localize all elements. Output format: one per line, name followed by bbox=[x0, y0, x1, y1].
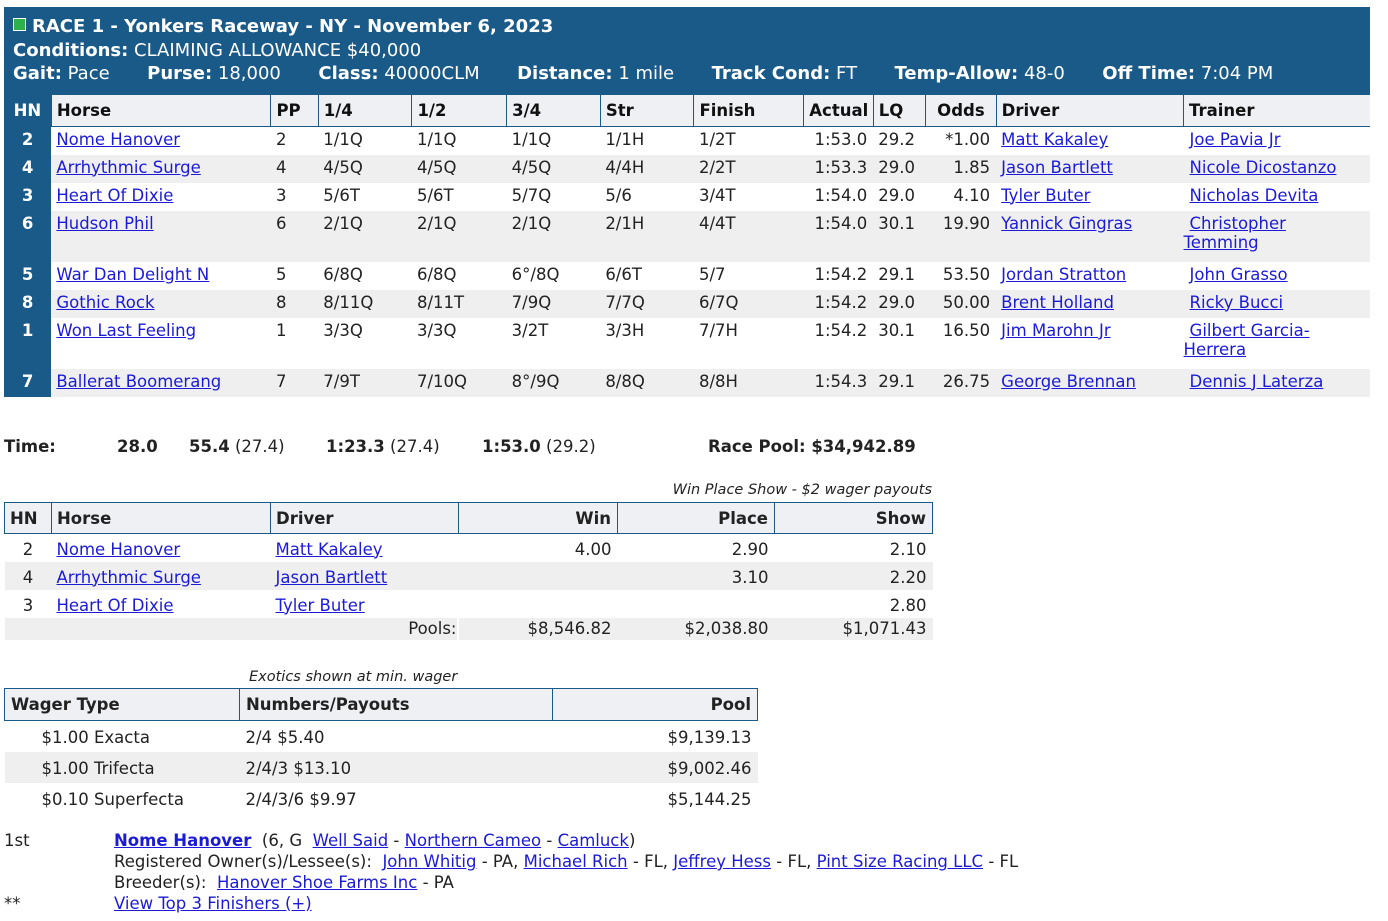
results-table bbox=[4, 95, 1370, 397]
trainer-link[interactable]: Ricky Bucci bbox=[1189, 292, 1284, 312]
distance-value: 1 mile bbox=[618, 63, 675, 84]
q2-cell: 6/8Q bbox=[416, 264, 457, 284]
q2-cell: 5/6T bbox=[416, 185, 454, 205]
breeder-label: Breeder(s): bbox=[114, 873, 207, 892]
q1-cell: 5/6T bbox=[323, 185, 360, 205]
pp-cell: 5 bbox=[275, 264, 287, 284]
lq-cell: 29.0 bbox=[873, 155, 925, 183]
col-odds: Odds bbox=[926, 95, 997, 127]
str-cell: 1/1H bbox=[605, 130, 645, 149]
purse-label: Purse: bbox=[147, 63, 213, 84]
col-hn: HN bbox=[4, 95, 51, 127]
table-row bbox=[5, 562, 933, 590]
wager-type-cell: $1.00 Exacta bbox=[41, 728, 150, 748]
col-lq: LQ bbox=[873, 95, 925, 127]
time-half: 55.4 bbox=[189, 437, 230, 456]
off-time-label: Off Time: bbox=[1102, 63, 1196, 84]
owner-link[interactable]: Michael Rich bbox=[523, 852, 628, 871]
track-cond-value: FT bbox=[836, 63, 858, 84]
trainer-link[interactable]: Nicholas Devita bbox=[1189, 185, 1319, 205]
table-row bbox=[4, 211, 1370, 262]
driver-link[interactable]: Jason Bartlett bbox=[1001, 157, 1113, 177]
show-pool: $1,071.43 bbox=[775, 618, 933, 640]
driver-link[interactable]: Matt Kakaley bbox=[1001, 130, 1109, 149]
driver-link[interactable]: Brent Holland bbox=[1001, 292, 1114, 312]
race-title-line bbox=[13, 16, 553, 37]
wps-col-show: Show bbox=[775, 503, 933, 534]
str-cell: 6/6T bbox=[605, 264, 642, 284]
horse-link[interactable]: Won Last Feeling bbox=[56, 320, 197, 340]
finish-cell: 1/2T bbox=[698, 130, 736, 149]
hn-cell: 3 bbox=[4, 183, 51, 211]
str-cell: 8/8Q bbox=[600, 369, 694, 397]
race-header bbox=[4, 7, 1370, 95]
horse-link[interactable]: War Dan Delight N bbox=[56, 264, 210, 284]
horse-link[interactable]: Gothic Rock bbox=[56, 292, 155, 312]
pp-cell: 6 bbox=[271, 211, 318, 262]
trainer-link-cont[interactable]: Temming bbox=[1183, 232, 1259, 252]
table-row bbox=[4, 318, 1370, 369]
table-row bbox=[4, 262, 1370, 290]
time-three-quarter-split: (27.4) bbox=[390, 437, 440, 456]
horse-link[interactable]: Heart Of Dixie bbox=[56, 595, 174, 615]
race-pool-group bbox=[708, 437, 916, 456]
horse-link[interactable]: Hudson Phil bbox=[56, 213, 154, 233]
q1-cell: 2/1Q bbox=[318, 211, 412, 262]
driver-link[interactable]: George Brennan bbox=[1001, 371, 1136, 391]
odds-cell: 50.00 bbox=[926, 290, 997, 318]
hn-cell: 8 bbox=[4, 290, 51, 318]
time-label: Time: bbox=[4, 437, 56, 456]
win-cell bbox=[459, 562, 618, 590]
distance-label: Distance: bbox=[517, 63, 613, 84]
pp-cell: 2 bbox=[275, 130, 287, 149]
breeder-state: - PA bbox=[422, 873, 454, 892]
actual-cell: 1:54.2 bbox=[814, 264, 868, 284]
time-three-quarter: 1:23.3 bbox=[326, 437, 385, 456]
show-cell: 2.80 bbox=[889, 595, 927, 615]
col-trainer: Trainer bbox=[1184, 95, 1370, 127]
col-three-quarter: 3/4 bbox=[507, 95, 601, 127]
table-row bbox=[4, 369, 1370, 397]
q2-cell: 2/1Q bbox=[412, 211, 507, 262]
race-title: RACE 1 - Yonkers Raceway - NY - November 6, 2023 bbox=[32, 16, 554, 37]
lq-cell: 29.0 bbox=[878, 185, 916, 205]
wps-hn-cell: 2 bbox=[22, 539, 34, 559]
table-row bbox=[4, 290, 1370, 318]
horse-link[interactable]: Arrhythmic Surge bbox=[56, 567, 201, 587]
col-pp: PP bbox=[271, 95, 318, 127]
place-cell: 2.90 bbox=[731, 539, 769, 559]
q2-cell: 7/10Q bbox=[412, 369, 507, 397]
purse-value: 18,000 bbox=[217, 63, 281, 84]
wps-caption: Win Place Show - $2 wager payouts bbox=[672, 482, 932, 498]
ex-col-pool: Pool bbox=[553, 689, 758, 721]
col-actual: Actual bbox=[804, 95, 874, 127]
view-top-finishers-link[interactable]: View Top 3 Finishers (+) bbox=[114, 894, 312, 913]
pool-cell: $5,144.25 bbox=[667, 790, 752, 809]
age-sex: (6, G bbox=[261, 831, 303, 850]
odds-cell: 26.75 bbox=[926, 369, 997, 397]
finish-cell: 7/7H bbox=[698, 320, 738, 340]
finish-cell: 5/7 bbox=[698, 264, 726, 284]
finish-cell: 8/8H bbox=[694, 369, 804, 397]
show-cell: 2.10 bbox=[889, 539, 927, 559]
wps-hn-cell: 4 bbox=[5, 562, 52, 590]
conditions-label: Conditions: bbox=[13, 40, 129, 61]
horse-link[interactable]: Arrhythmic Surge bbox=[56, 157, 201, 177]
lq-cell: 29.0 bbox=[873, 290, 925, 318]
owner-state: - FL bbox=[988, 852, 1019, 871]
time-quarter: 28.0 bbox=[117, 437, 158, 456]
driver-link[interactable]: Tyler Buter bbox=[275, 595, 365, 615]
table-row bbox=[4, 127, 1370, 155]
payout-cell: 2/4 $5.40 bbox=[245, 728, 325, 748]
race-pool-value: $34,942.89 bbox=[811, 437, 916, 456]
actual-cell: 1:54.2 bbox=[804, 290, 874, 318]
hn-cell: 4 bbox=[4, 155, 51, 183]
q2-cell: 8/11T bbox=[412, 290, 507, 318]
finish-place: 1st bbox=[4, 831, 30, 850]
place-pool: $2,038.80 bbox=[618, 618, 775, 640]
off-time-value: 7:04 PM bbox=[1200, 63, 1274, 84]
time-final: 1:53.0 bbox=[482, 437, 541, 456]
actual-cell: 1:53.0 bbox=[814, 130, 868, 149]
col-half: 1/2 bbox=[412, 95, 507, 127]
col-stretch: Str bbox=[600, 95, 694, 127]
pp-cell: 3 bbox=[275, 185, 287, 205]
q1-cell: 7/9T bbox=[318, 369, 412, 397]
q1-cell: 6/8Q bbox=[323, 264, 363, 284]
track-cond-label: Track Cond: bbox=[711, 63, 831, 84]
finish-cell: 4/4T bbox=[694, 211, 804, 262]
str-cell: 4/4H bbox=[600, 155, 694, 183]
finish-cell: 3/4T bbox=[698, 185, 736, 205]
col-driver: Driver bbox=[996, 95, 1183, 127]
driver-link[interactable]: Jordan Stratton bbox=[1001, 264, 1127, 284]
exotics-header-row bbox=[5, 689, 758, 721]
q3-cell: 3/2T bbox=[511, 320, 549, 340]
lq-cell: 29.1 bbox=[878, 264, 916, 284]
q2-cell: 1/1Q bbox=[416, 130, 457, 149]
q1-cell: 1/1Q bbox=[323, 130, 363, 149]
trainer-link[interactable]: Christopher bbox=[1189, 213, 1286, 233]
lq-cell: 30.1 bbox=[873, 211, 925, 262]
lq-cell: 29.2 bbox=[878, 130, 916, 149]
lq-cell: 29.1 bbox=[873, 369, 925, 397]
temp-allow-label: Temp-Allow: bbox=[894, 63, 1019, 84]
q3-cell: 1/1Q bbox=[511, 130, 552, 149]
win-cell bbox=[459, 590, 618, 618]
dam-link[interactable]: Northern Cameo bbox=[404, 831, 542, 850]
trainer-link[interactable]: Joe Pavia Jr bbox=[1189, 130, 1281, 149]
odds-cell: 16.50 bbox=[942, 320, 991, 340]
class-label: Class: bbox=[318, 63, 379, 84]
horse-link[interactable]: Heart Of Dixie bbox=[56, 185, 174, 205]
q1-cell: 4/5Q bbox=[318, 155, 412, 183]
odds-cell: *1.00 bbox=[945, 130, 991, 149]
q3-cell: 2/1Q bbox=[507, 211, 601, 262]
hn-cell: 2 bbox=[4, 127, 51, 155]
hn-cell: 1 bbox=[4, 318, 51, 369]
table-row bbox=[5, 752, 758, 783]
sire-link[interactable]: Well Said bbox=[312, 831, 389, 850]
q3-cell: 6°/8Q bbox=[511, 264, 560, 284]
str-cell: 5/6 bbox=[605, 185, 632, 205]
wps-col-place: Place bbox=[618, 503, 775, 534]
trainer-link[interactable]: Gilbert Garcia- bbox=[1189, 320, 1310, 340]
place-cell: 3.10 bbox=[618, 562, 775, 590]
driver-link[interactable]: Jason Bartlett bbox=[275, 567, 388, 587]
ex-col-payouts: Numbers/Payouts bbox=[240, 689, 553, 721]
pedigree-dash: - bbox=[393, 831, 400, 850]
finish-cell: 6/7Q bbox=[694, 290, 804, 318]
horse-link[interactable]: Nome Hanover bbox=[56, 539, 181, 559]
q3-cell: 4/5Q bbox=[507, 155, 601, 183]
payout-cell: 2/4/3 $13.10 bbox=[240, 752, 553, 783]
driver-link[interactable]: Matt Kakaley bbox=[275, 539, 383, 559]
trainer-link[interactable]: Nicole Dicostanzo bbox=[1189, 157, 1337, 177]
odds-cell: 1.85 bbox=[926, 155, 997, 183]
q3-cell: 7/9Q bbox=[507, 290, 601, 318]
conditions-value: CLAIMING ALLOWANCE $40,000 bbox=[134, 40, 422, 61]
pool-cell: $9,002.46 bbox=[553, 752, 758, 783]
winner-link[interactable]: Nome Hanover bbox=[114, 831, 252, 850]
q2-cell: 3/3Q bbox=[416, 320, 457, 340]
race-pool-label: Race Pool: bbox=[708, 437, 806, 456]
horse-link[interactable]: Nome Hanover bbox=[56, 130, 181, 149]
pool-cell: $9,139.13 bbox=[667, 728, 752, 748]
breeder-link[interactable]: Hanover Shoe Farms Inc bbox=[216, 873, 418, 892]
q1-cell: 8/11Q bbox=[318, 290, 412, 318]
temp-allow-value: 48-0 bbox=[1023, 63, 1065, 84]
q2-cell: 4/5Q bbox=[412, 155, 507, 183]
odds-cell: 53.50 bbox=[942, 264, 991, 284]
q1-cell: 3/3Q bbox=[323, 320, 363, 340]
table-row bbox=[4, 183, 1370, 211]
owner-link[interactable]: Jeffrey Hess bbox=[673, 852, 771, 871]
race-details-line bbox=[13, 63, 1273, 84]
wps-hn-cell: 3 bbox=[22, 595, 34, 615]
gait-value: Pace bbox=[67, 63, 110, 84]
gait-label: Gait: bbox=[13, 63, 62, 84]
wps-col-driver: Driver bbox=[271, 503, 459, 534]
conditions-line bbox=[13, 40, 421, 61]
owners-line bbox=[114, 852, 1018, 871]
breeder-line bbox=[114, 873, 454, 892]
win-pool: $8,546.82 bbox=[459, 618, 618, 640]
fractional-times bbox=[4, 437, 964, 461]
pp-cell: 7 bbox=[271, 369, 318, 397]
finish-cell: 2/2T bbox=[694, 155, 804, 183]
driver-link[interactable]: Jim Marohn Jr bbox=[1001, 320, 1111, 340]
lq-cell: 30.1 bbox=[878, 320, 916, 340]
status-square-icon bbox=[13, 18, 26, 31]
trainer-link[interactable]: John Grasso bbox=[1189, 264, 1288, 284]
str-cell: 2/1H bbox=[600, 211, 694, 262]
pools-label: Pools: bbox=[269, 618, 457, 640]
driver-link[interactable]: Tyler Buter bbox=[1001, 185, 1091, 205]
wps-col-hn: HN bbox=[5, 503, 52, 534]
time-half-group bbox=[189, 437, 285, 456]
horse-link[interactable]: Ballerat Boomerang bbox=[56, 371, 222, 391]
table-row bbox=[5, 721, 758, 752]
wps-table bbox=[4, 502, 933, 640]
table-row bbox=[5, 783, 758, 814]
actual-cell: 1:54.0 bbox=[804, 211, 874, 262]
exotics-caption: Exotics shown at min. wager bbox=[249, 669, 458, 685]
trainer-link-cont[interactable]: Herrera bbox=[1183, 339, 1247, 359]
hn-cell: 5 bbox=[4, 262, 51, 290]
owner-link[interactable]: John Whitig bbox=[382, 852, 477, 871]
q3-cell: 5/7Q bbox=[511, 185, 552, 205]
pedigree-close: ) bbox=[628, 831, 636, 850]
hn-cell: 7 bbox=[4, 369, 51, 397]
str-cell: 7/7Q bbox=[600, 290, 694, 318]
time-half-split: (27.4) bbox=[234, 437, 285, 456]
driver-link[interactable]: Yannick Gingras bbox=[1001, 213, 1133, 233]
pp-cell: 8 bbox=[271, 290, 318, 318]
time-final-split: (29.2) bbox=[546, 437, 596, 456]
odds-cell: 19.90 bbox=[926, 211, 997, 262]
actual-cell: 1:53.3 bbox=[804, 155, 874, 183]
owner-link[interactable]: Pint Size Racing LLC bbox=[816, 852, 984, 871]
pedigree-dash: - bbox=[546, 831, 553, 850]
owner-state: - FL, bbox=[776, 852, 812, 871]
wps-col-horse: Horse bbox=[52, 503, 271, 534]
win-cell: 4.00 bbox=[574, 539, 612, 559]
ex-col-type: Wager Type bbox=[5, 689, 240, 721]
pedigree-line bbox=[114, 831, 635, 850]
col-quarter: 1/4 bbox=[318, 95, 412, 127]
hn-cell: 6 bbox=[4, 211, 51, 262]
place-cell bbox=[618, 590, 775, 618]
owner-state: - FL, bbox=[632, 852, 669, 871]
trainer-link[interactable]: Dennis J Laterza bbox=[1189, 371, 1324, 391]
q3-cell: 8°/9Q bbox=[507, 369, 601, 397]
table-row bbox=[4, 155, 1370, 183]
table-row bbox=[5, 590, 933, 618]
wager-type-cell: $1.00 Trifecta bbox=[5, 752, 240, 783]
actual-cell: 1:54.0 bbox=[814, 185, 868, 205]
col-horse: Horse bbox=[51, 95, 271, 127]
str-cell: 3/3H bbox=[605, 320, 645, 340]
odds-cell: 4.10 bbox=[953, 185, 991, 205]
damsire-link[interactable]: Camluck bbox=[557, 831, 629, 850]
wps-pools-row bbox=[5, 618, 933, 640]
owners-label: Registered Owner(s)/Lessee(s): bbox=[114, 852, 372, 871]
time-three-quarter-group bbox=[326, 437, 440, 456]
wager-type-cell: $0.10 Superfecta bbox=[41, 790, 184, 809]
payout-cell: 2/4/3/6 $9.97 bbox=[245, 790, 357, 809]
actual-cell: 1:54.3 bbox=[804, 369, 874, 397]
col-finish: Finish bbox=[694, 95, 804, 127]
exotics-table bbox=[4, 688, 758, 814]
results-header-row bbox=[4, 95, 1370, 127]
class-value: 40000CLM bbox=[384, 63, 480, 84]
wps-col-win: Win bbox=[459, 503, 618, 534]
owner-state: - PA, bbox=[481, 852, 519, 871]
footnote-stars: ** bbox=[4, 894, 21, 913]
table-row bbox=[5, 534, 933, 562]
pp-cell: 1 bbox=[275, 320, 287, 340]
show-cell: 2.20 bbox=[775, 562, 933, 590]
actual-cell: 1:54.2 bbox=[814, 320, 868, 340]
time-final-group bbox=[482, 437, 596, 456]
wps-header-row bbox=[5, 503, 933, 534]
pp-cell: 4 bbox=[271, 155, 318, 183]
